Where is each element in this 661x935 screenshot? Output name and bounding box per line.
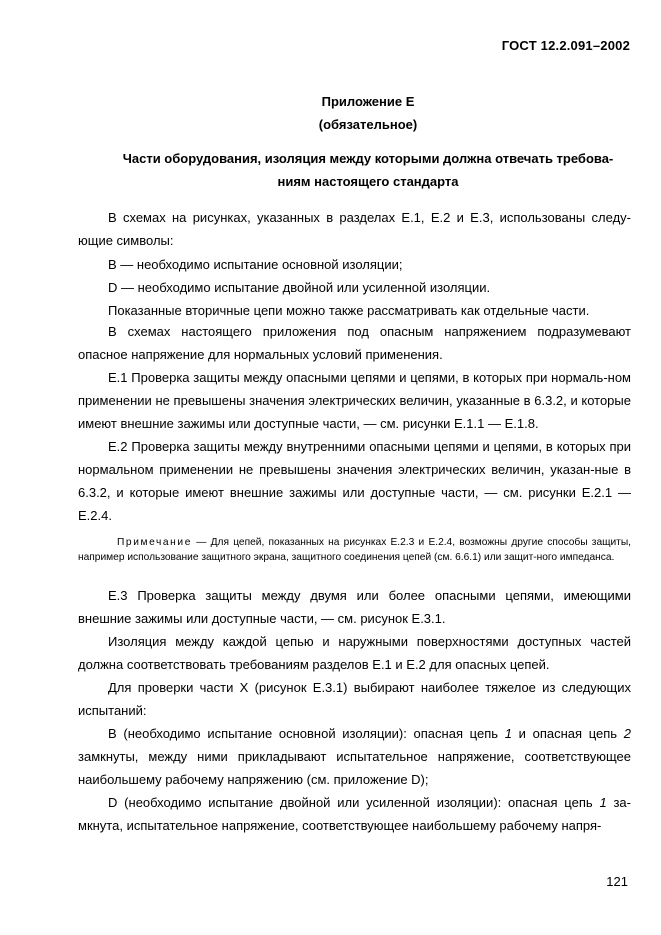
note-block: [78, 536, 631, 565]
appendix-status: (обязательное): [318, 117, 418, 132]
note-text: — Для цепей, показанных на рисунках Е.2.3 и Е.2.4, возможны другие способы защиты, например использование защитного экрана, защитного соединения цепей (см. 6.6.1) или защит-ного импеданса.: [78, 537, 631, 563]
page-number: 121: [606, 874, 628, 889]
paragraph-e3: Е.3 Проверка защиты между двумя или более опасными цепями, имеющими внешние зажимы или доступные части, — см. рисунок Е.3.1.: [78, 588, 631, 626]
symbol-b-definition: В — необходимо испытание основной изоляции;: [108, 257, 403, 272]
paragraph-test-d: D (необходимо испытание двойной или усиленной изоляции): опасная цепь 1 за-мкнута, испытательное напряжение, соответствующее наибольшему рабочему напря-: [78, 795, 631, 833]
paragraph-test-b: В (необходимо испытание основной изоляции): опасная цепь 1 и опасная цепь 2 замкнуты, между ними прикладывают испытательное напряжение, соответствующее наибольшему рабочему напряжению (см. приложение D);: [78, 726, 631, 787]
secondary-circuits-note: Показанные вторичные цепи можно также рассматривать как отдельные части.: [108, 303, 590, 318]
appendix-title: Приложение Е: [321, 94, 415, 109]
section-title-line-2: ниям настоящего стандарта: [277, 174, 459, 189]
paragraph-e1: Е.1 Проверка защиты между опасными цепями и цепями, в которых при нормаль-ном применении не превышены значения электрических величин, указанные в 6.3.2, и которые имеют внешние зажимы или доступные части, — см. рисунки Е.1.1 — Е.1.8.: [78, 370, 631, 431]
paragraph-symbols-intro: В схемах на рисунках, указанных в разделах Е.1, Е.2 и Е.3, использованы следу-ющие символы:: [78, 210, 631, 248]
note-label: Примечание: [117, 537, 192, 548]
paragraph-insulation: Изоляция между каждой цепью и наружными поверхностями доступных частей должна соответствовать требованиям разделов Е.1 и Е.2 для опасных цепей.: [78, 634, 631, 672]
paragraph-part-x: Для проверки части Х (рисунок Е.3.1) выбирают наиболее тяжелое из следующих испытаний:: [78, 680, 631, 718]
standard-code: ГОСТ 12.2.091–2002: [501, 38, 630, 53]
section-title-line-1: Части оборудования, изоляция между которыми должна отвечать требова-: [122, 151, 614, 166]
symbol-d-definition: D — необходимо испытание двойной или усиленной изоляции.: [108, 280, 491, 295]
paragraph-hazardous-voltage: В схемах настоящего приложения под опасным напряжением подразумевают опасное напряжение для нормальных условий применения.: [78, 324, 631, 362]
paragraph-e2: Е.2 Проверка защиты между внутренними опасными цепями и цепями, в которых при нормальном применении не превышены значения электрических величин, указан-ные в 6.3.2, и которые имеют внешние зажимы или доступные части, — см. рисунки Е.2.1 — Е.2.4.: [78, 439, 631, 523]
